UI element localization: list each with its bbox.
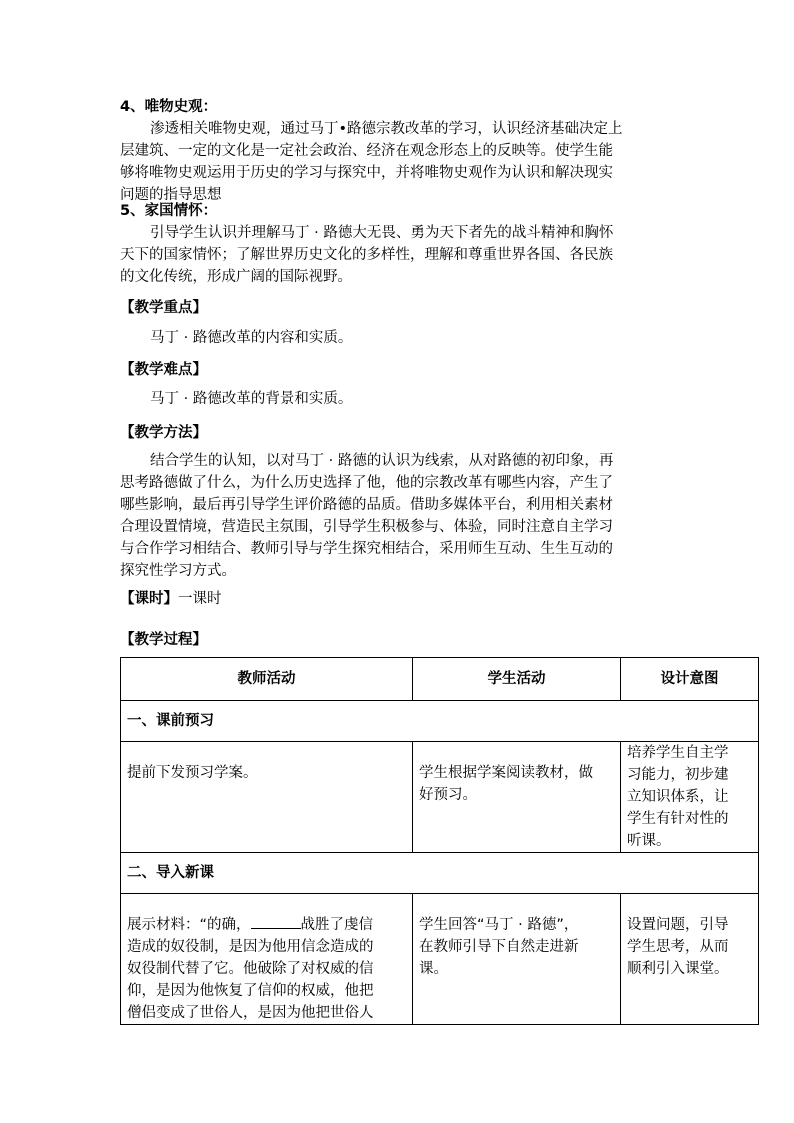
section-4-line: 渗透相关唯物史观，通过马丁•路德宗教改革的学习，认识经济基础决定上 — [150, 121, 623, 137]
key-point-text: 马丁 · 路德改革的内容和实质。 — [150, 330, 353, 346]
table-header-row — [121, 658, 759, 701]
table-section-row — [121, 701, 759, 742]
section-5-line: 天下的国家情怀；了解世界历史文化的多样性，理解和尊重世界各国、各民族 — [120, 247, 613, 263]
class-hours — [120, 587, 222, 608]
method-line: 合理设置情境，营造民主氛围，引导学生积极参与、体验，同时注意自主学习 — [120, 519, 613, 535]
cell-line: 设置问题，引导 — [627, 917, 729, 933]
section-5-title: 5、家国情怀： — [120, 203, 218, 219]
cell-line: 培养学生自主学 — [627, 745, 729, 761]
header-teacher: 教师活动 — [121, 658, 413, 701]
blank-underline — [251, 914, 301, 929]
section-4-line: 问题的指导思想 — [120, 187, 222, 203]
design-intent-cell — [621, 894, 759, 1025]
teacher-text-post: 战胜了虔信 — [300, 917, 374, 933]
cell-line: 立知识体系，让 — [627, 789, 729, 805]
section-preview-title: 一、课前预习 — [121, 701, 759, 742]
section-5-line: 的文化传统，形成广阔的国际视野。 — [120, 269, 352, 285]
teacher-activity-cell — [121, 894, 413, 1025]
difficult-point-heading: 【教学难点】 — [120, 362, 207, 378]
teacher-activity-cell — [121, 742, 413, 853]
method-line: 哪些影响，最后再引导学生评价路德的品质。借助多媒体平台，利用相关素材 — [120, 497, 613, 513]
cell-line: 学生思考，从而 — [627, 939, 729, 955]
class-hours-text: 一课时 — [178, 591, 222, 607]
method-line: 与合作学习相结合、教师引导与学生探究相结合，采用师生互动、生生互动的 — [120, 541, 613, 557]
difficult-point-text: 马丁 · 路德改革的背景和实质。 — [150, 391, 353, 407]
cell-line: 僧侣变成了世俗人，是因为他把世俗人 — [127, 1005, 374, 1021]
method-line: 探究性学习方式。 — [120, 563, 236, 579]
cell-line: 好预习。 — [419, 787, 477, 803]
student-activity-cell — [413, 894, 621, 1025]
cell-line: 课。 — [419, 961, 448, 977]
cell-line: 顺利引入课堂。 — [627, 961, 729, 977]
cell-line: 仰，是因为他恢复了信仰的权威，他把 — [127, 983, 374, 999]
method-heading: 【教学方法】 — [120, 425, 207, 441]
cell-line — [127, 914, 406, 936]
cell-line: 学生有针对性的 — [627, 811, 729, 827]
section-intro-title: 二、导入新课 — [121, 853, 759, 894]
table-row — [121, 894, 759, 1025]
section-4-line: 够将唯物史观运用于历史的学习与探究中，并将唯物史观作为认识和解决现实 — [120, 165, 613, 181]
section-5-line: 引导学生认识并理解马丁 · 路德大无畏、勇为天下者先的战斗精神和胸怀 — [150, 225, 614, 241]
section-4 — [120, 96, 680, 206]
class-hours-title: 【课时】 — [120, 591, 178, 607]
method-body — [120, 450, 680, 582]
cell-line: 学生根据学案阅读教材，做 — [419, 765, 593, 781]
design-intent-cell — [621, 742, 759, 853]
section-4-line: 层建筑、一定的文化是一定社会政治、经济在观念形态上的反映等。使学生能 — [120, 143, 613, 159]
cell-line: 习能力，初步建 — [627, 767, 729, 783]
method-line: 结合学生的认知，以对马丁 · 路德的认识为线索，从对路德的初印象，再 — [150, 453, 614, 469]
key-point-heading: 【教学重点】 — [120, 300, 207, 316]
table-section-row — [121, 853, 759, 894]
method-line: 思考路德做了什么，为什么历史选择了他，他的宗教改革有哪些内容，产生了 — [120, 475, 613, 491]
cell-line: 听课。 — [627, 833, 671, 849]
process-heading: 【教学过程】 — [120, 632, 207, 648]
teacher-text-pre: 展示材料：“的确， — [127, 917, 251, 933]
student-activity-cell — [413, 742, 621, 853]
section-5 — [120, 200, 680, 288]
table-row — [121, 742, 759, 853]
cell-line: 在教师引导下自然走进新 — [419, 939, 579, 955]
header-student: 学生活动 — [413, 658, 621, 701]
section-4-title: 4、唯物史观： — [120, 99, 218, 115]
cell-line: 学生回答“马丁 · 路德”， — [419, 917, 579, 933]
process-table — [120, 657, 759, 1025]
cell-line: 造成的奴役制，是因为他用信念造成的 — [127, 939, 374, 955]
cell-line: 提前下发预习学案。 — [127, 765, 258, 781]
cell-line: 奴役制代替了它。他破除了对权威的信 — [127, 961, 374, 977]
header-intent: 设计意图 — [621, 658, 759, 701]
